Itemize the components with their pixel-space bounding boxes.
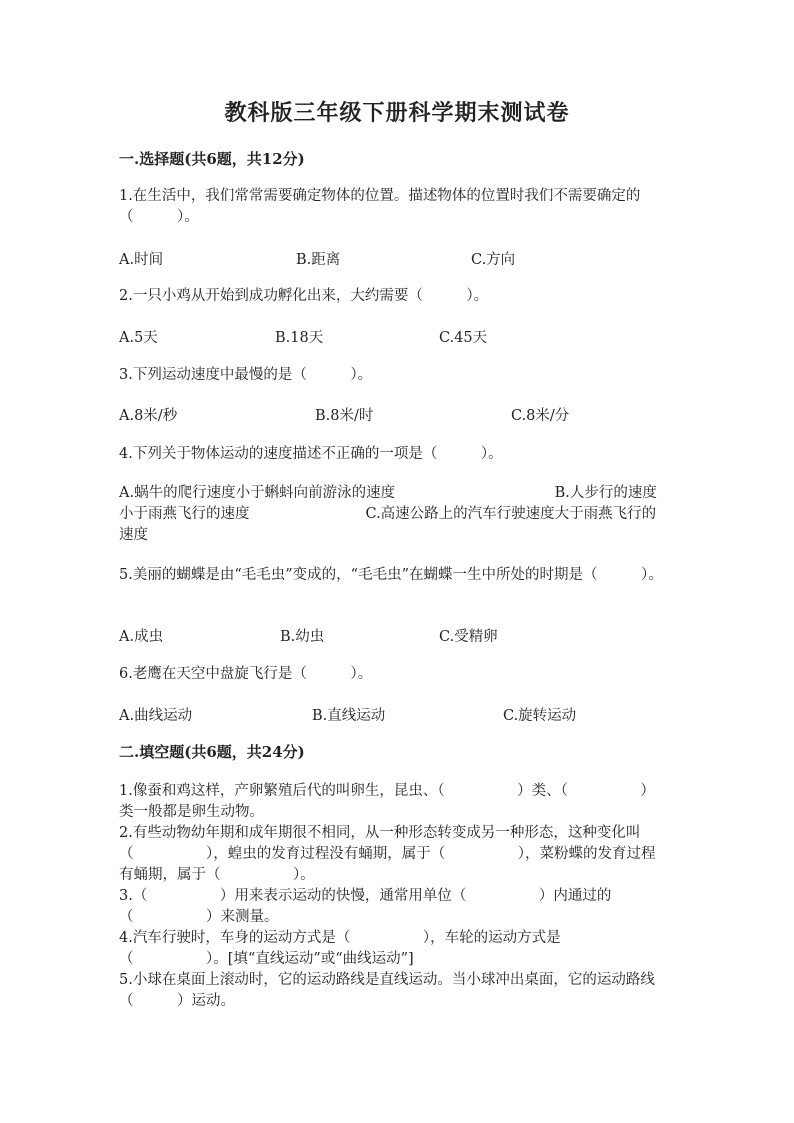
question-4: 4.下列关于物体运动的速度描述不正确的一项是（ ）。 [119,446,503,462]
page-title: 教科版三年级下册科学期末测试卷 [224,100,570,126]
option-b: B.距离 [296,252,341,268]
option-a: A.8米/秒 [119,408,178,424]
option-b: B.直线运动 [312,708,386,724]
fill-item-2: 2.有些动物幼年期和成年期很不相同，从一种形态转变成另一种形态，这种变化叫（ ），蝗虫的发育过程没有蛹期，属于（ ），菜粉蝶的发育过程有蛹期，属于（ ）。 [119,825,656,883]
question-1: 1.在生活中，我们常常需要确定物体的位置。描述物体的位置时我们不需要确定的（ ）。 [119,188,641,225]
fill-item-5: 5.小球在桌面上滚动时，它的运动路线是直线运动。当小球冲出桌面，它的运动路线（ ）运动。 [119,972,655,1009]
option-c: C.45天 [439,330,488,346]
option-a: A.时间 [119,252,164,268]
option-a: A.5天 [119,330,158,346]
option-a: A.成虫 [119,629,164,645]
question-5: 5.美丽的蝴蝶是由“毛毛虫”变成的，“毛毛虫”在蝴蝶一生中所处的时期是（ ）。 [119,567,663,583]
section-heading-fill: 二.填空题(共6题，共24分) [119,743,305,761]
question-6-options [119,704,679,725]
question-3: 3.下列运动速度中最慢的是（ ）。 [119,367,373,383]
fill-item-1: 1.像蚕和鸡这样，产卵繁殖后代的叫卵生，昆虫、（ ）类、（ ）类一般都是卵生动物。 [119,783,655,820]
fill-item-3: 3.（ ）用来表示运动的快慢，通常用单位（ ）内通过的（ ）来测量。 [119,888,612,925]
question-4-options: A.蜗牛的爬行速度小于蝌蚪向前游泳的速度 B.人步行的速度小于雨燕飞行的速度 C.高速公路上的汽车行驶速度大于雨燕飞行的速度 [119,485,657,543]
question-6: 6.老鹰在天空中盘旋飞行是（ ）。 [119,666,373,682]
option-c: C.方向 [471,252,516,268]
question-3-options [119,404,679,425]
option-c: C.受精卵 [439,629,498,645]
question-1-options [119,248,679,269]
section-heading-choice: 一.选择题(共6题，共12分) [119,150,305,168]
option-b: B.18天 [275,330,324,346]
fill-item-4: 4.汽车行驶时，车身的运动方式是（ ），车轮的运动方式是（ ）。[填“直线运动”或“曲线运动”] [119,930,561,967]
question-5-options [119,625,679,646]
option-a: A.曲线运动 [119,708,193,724]
option-b: B.8米/时 [315,408,374,424]
question-2-options [119,326,679,347]
option-c: C.8米/分 [511,408,570,424]
question-2: 2.一只小鸡从开始到成功孵化出来，大约需要（ ）。 [119,288,489,304]
option-b: B.幼虫 [280,629,325,645]
option-c: C.旋转运动 [503,708,577,724]
